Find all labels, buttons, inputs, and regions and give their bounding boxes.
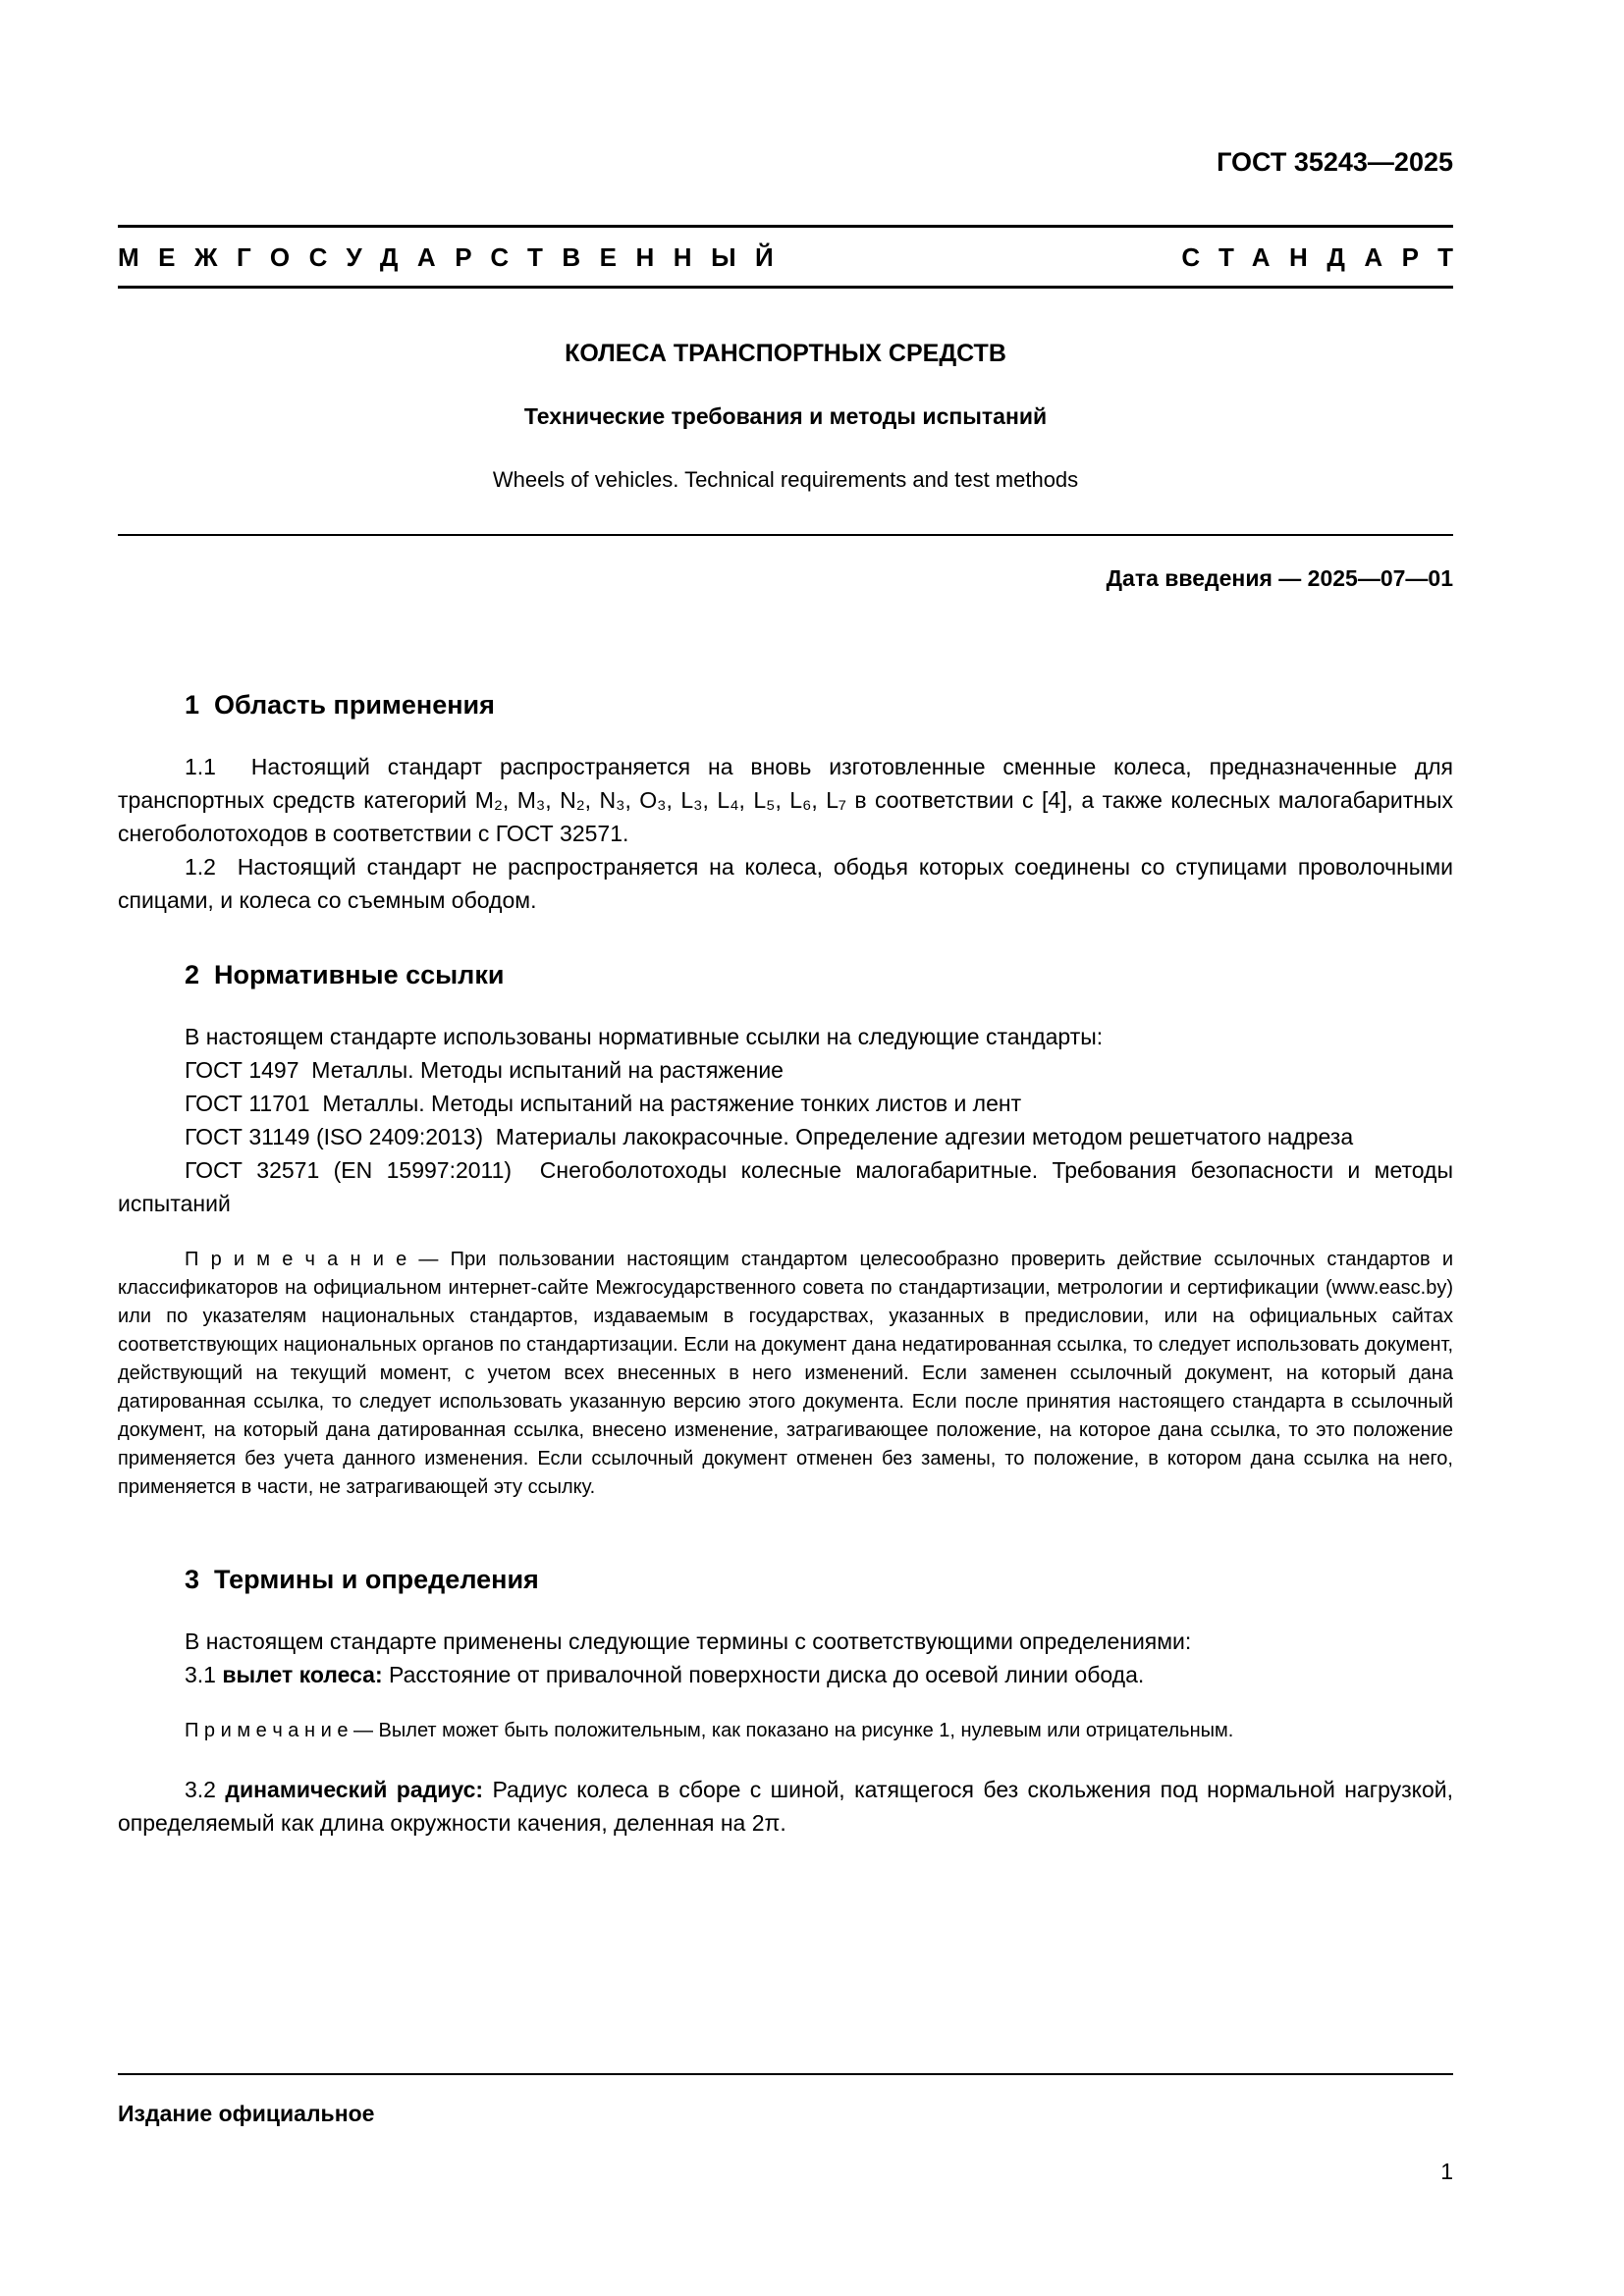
- note-text: — Вылет может быть положительным, как показано на рисунке 1, нулевым или отрицательным.: [353, 1720, 1234, 1741]
- section-2-note: [118, 1246, 1453, 1502]
- section-2-heading: 2 Нормативные ссылки: [185, 960, 505, 989]
- document-title-ru: КОЛЕСА ТРАНСПОРТНЫХ СРЕДСТВ: [565, 340, 1006, 367]
- title-divider-rule: [118, 534, 1453, 536]
- term-name: динамический радиус:: [225, 1777, 484, 1802]
- term-definition-3-2: [118, 1773, 1453, 1840]
- term-definition-text: Расстояние от привалочной поверхности диска до осевой линии обода.: [389, 1662, 1145, 1687]
- term-definition-text: Радиус колеса в сборе с шиной, катящегося без скольжения под нормальной нагрузкой, определяемый как длина окружности качения, деленная на 2π.: [118, 1777, 1454, 1836]
- section-2-intro: В настоящем стандарте использованы нормативные ссылки на следующие стандарты:: [185, 1024, 1104, 1049]
- term-name: вылет колеса:: [222, 1662, 383, 1687]
- section-3-heading: 3 Термины и определения: [185, 1565, 539, 1594]
- normative-reference-item: ГОСТ 11701 Металлы. Методы испытаний на растяжение тонких листов и лент: [185, 1091, 1022, 1116]
- note-label: П р и м е ч а н и е: [185, 1249, 407, 1270]
- doc-number: ГОСТ 35243—2025: [1217, 147, 1453, 177]
- standard-type-word-2: СТАНДАРТ: [1181, 242, 1473, 272]
- title-block: [118, 340, 1453, 493]
- term-definition-3-1: [118, 1658, 1453, 1691]
- edition-label: Издание официальное: [118, 2101, 375, 2126]
- section-3-intro: В настоящем стандарте применены следующие термины с соответствующими определениями:: [185, 1629, 1192, 1654]
- footer-rule: [118, 2073, 1453, 2075]
- page-footer: [118, 2073, 1453, 2185]
- normative-reference-item: ГОСТ 31149 (ISO 2409:2013) Материалы лакокрасочные. Определение адгезии методом решетчатого надреза: [185, 1124, 1354, 1149]
- standard-type-word-1: МЕЖГОСУДАРСТВЕННЫЙ: [118, 242, 793, 272]
- note-text: — При пользовании настоящим стандартом целесообразно проверить действие ссылочных стандартов и классификаторов на официальном интернет-сайте Межгосударственного совета по стандартизации, метрологии и сертификации (www.easc.by) или по указателям национальных стандартов, издаваемым в государствах, указанных в предисловии, или на официальных сайтах соответствующих национальных органов по стандартизации. Если на документ дана недатированная ссылка, то следует использовать документ, действующий на текущий момент, с учетом всех внесенных в него изменений. Если заменен ссылочный документ, на который дана датированная ссылка, то следует использовать указанную версию этого документа. Если после принятия настоящего стандарта в ссылочный документ, на который дана датированная ссылка, внесено изменение, затрагивающее положение, на которое дана ссылка, то это положение применяется без учета данного изменения. Если ссылочный документ отменен без замены, то положение, в котором дана ссылка на него, применяется в части, не затрагивающей эту ссылку.: [118, 1249, 1453, 1498]
- note-label: П р и м е ч а н и е: [185, 1720, 349, 1741]
- document-title-en: Wheels of vehicles. Technical requirements and test methods: [492, 467, 1079, 492]
- section-1-paragraph-1-2: 1.2 Настоящий стандарт не распространяется на колеса, ободья которых соединены со ступицами проволочными спицами, и колеса со съемным ободом.: [118, 854, 1453, 913]
- section-1-paragraph-1-1: 1.1 Настоящий стандарт распространяется на вновь изготовленные сменные колеса, предназначенные для транспортных средств категорий M₂, M₃, N₂, N₃, O₃, L₃, L₄, L₅, L₆, L₇ в соответствии с [4], а также колесных малогабаритных снегоболотоходов в соответствии с ГОСТ 32571.: [118, 754, 1453, 846]
- section-3-note: [118, 1717, 1453, 1745]
- page-number: 1: [1440, 2159, 1453, 2184]
- standard-type-banner: [118, 225, 1473, 289]
- term-number: 3.2: [185, 1777, 216, 1802]
- effective-date: Дата введения — 2025—07—01: [1106, 565, 1453, 591]
- normative-reference-item: ГОСТ 32571 (EN 15997:2011) Снегоболотоходы колесные малогабаритные. Требования безопасности и методы испытаний: [118, 1157, 1453, 1216]
- section-1-heading: 1 Область применения: [185, 690, 495, 720]
- term-number: 3.1: [185, 1662, 216, 1687]
- document-subtitle-ru: Технические требования и методы испытаний: [523, 403, 1048, 429]
- normative-reference-item: ГОСТ 1497 Металлы. Методы испытаний на растяжение: [185, 1057, 784, 1083]
